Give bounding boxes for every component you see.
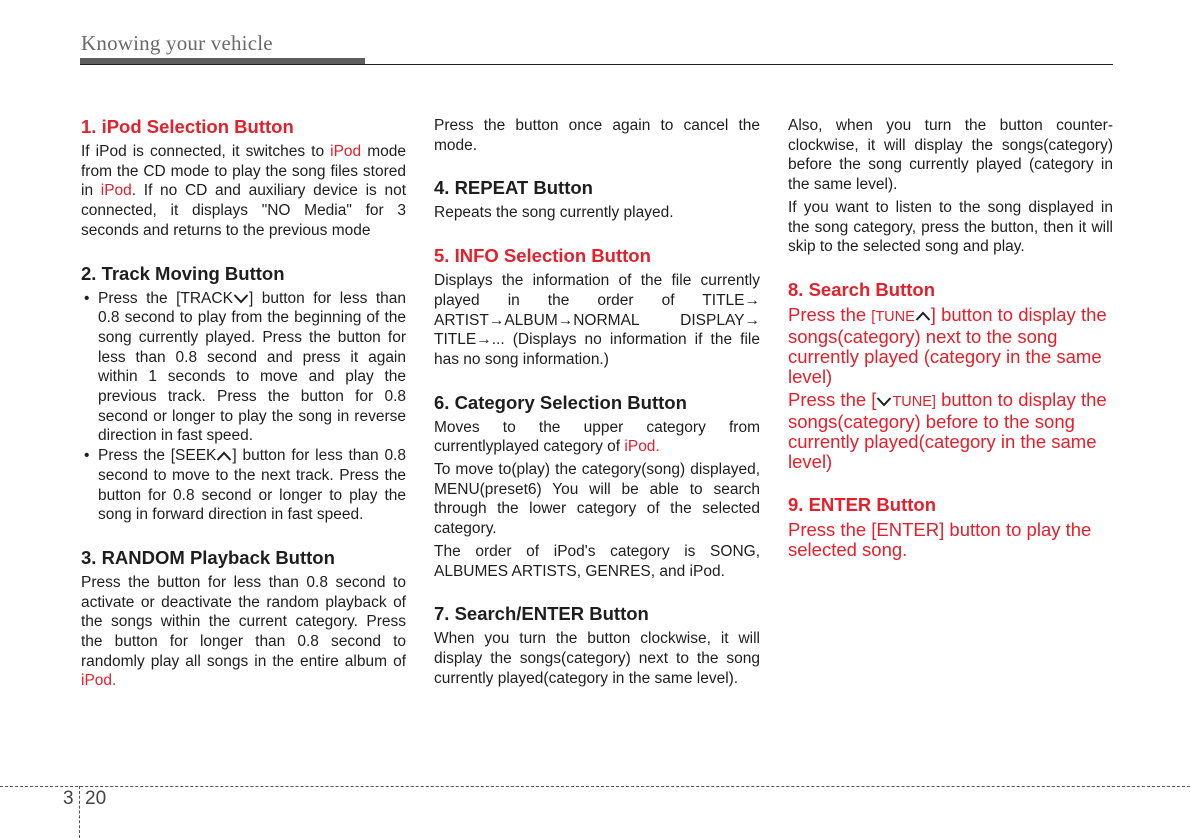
enter-text-block [788, 520, 1113, 560]
text-run: . If no CD and auxiliary device is not connected, it displays "NO Media" for 3 seconds and returns to the previous mode [81, 182, 406, 239]
chevron-down-icon [233, 293, 249, 304]
chapter-number: 3 [63, 788, 74, 809]
text-run: . [655, 438, 660, 456]
column-2 [434, 116, 760, 688]
text-run: ] button for less than 0.8 second to play from the beginning of the song currently played. Press the button for less than 0.8 second and press it again within 1 seconds to move and play the previous track. Press the button for 0.8 second or longer to play the song in reverse direction in fast speed. [98, 289, 406, 445]
search-enter-continued-1: Also, when you turn the button counter-clockwise, it will display the songs(category) before the song currently played (category in the same level). [788, 117, 1113, 194]
chevron-down-icon [876, 396, 892, 407]
text-run: If iPod is connected, it switches to [81, 143, 331, 160]
random-continued-text: Press the button once again to cancel the mode. [434, 117, 760, 154]
ipod-term: iPod [330, 143, 362, 160]
category-text-2: To move to(play) the category(song) displayed, MENU(preset6) You will be able to search through the lower category of the selected category. [434, 461, 760, 538]
tune-label: [TUNE [871, 308, 915, 325]
text-run: button to display the songs(category) before to the song currently played(category in the same level) [788, 388, 1107, 472]
heading-random-playback: 3. RANDOM Playback Button [81, 546, 335, 568]
header-rule [80, 64, 1113, 65]
text-run: Press the [SEEK [98, 447, 217, 465]
text-run: Press the [ [788, 388, 877, 410]
heading-track-moving: 2. Track Moving Button [81, 262, 285, 284]
section-title: Knowing your vehicle [81, 31, 273, 55]
chevron-up-icon [216, 451, 232, 462]
heading-search: 8. Search Button [788, 278, 935, 300]
bullet-track [81, 289, 406, 447]
footer-rule [0, 786, 1190, 787]
tune-label: TUNE] [892, 393, 936, 410]
info-selection-text: Displays the information of the file currently played in the order of TITLE→ ARTIST→ALBUM→NORMAL DISPLAY→ TITLE→... (Displays no information if the file has no song information.) [434, 272, 760, 368]
repeat-text: Repeats the song currently played. [434, 204, 674, 222]
column-1 [81, 116, 406, 691]
search-text-1 [788, 305, 1113, 387]
text-run: Press the [TRACK [98, 289, 233, 307]
text-run: Press the [788, 303, 872, 325]
heading-ipod-selection: 1. iPod Selection Button [81, 116, 294, 137]
heading-info-selection: 5. INFO Selection Button [434, 245, 651, 267]
text-run: Moves to the upper category from currentlyplayed category of [434, 418, 760, 456]
ipod-selection-text [81, 142, 406, 241]
bullet-seek [81, 446, 406, 525]
heading-enter: 9. ENTER Button [788, 493, 936, 515]
text-run: . [112, 672, 117, 690]
heading-repeat: 4. REPEAT Button [434, 177, 593, 199]
heading-category-selection: 6. Category Selection Button [434, 391, 687, 413]
ipod-term: iPod [100, 182, 132, 200]
chevron-up-icon [915, 311, 931, 322]
text-run: mode from the CD mode to play the song files stored in [81, 143, 406, 200]
text-run: ] button for less than 0.8 second to move to the next track. Press the button for 0.8 second or longer to play the song in forward direction in fast speed. [98, 447, 406, 524]
page-number: 20 [85, 788, 107, 809]
random-playback-text [81, 573, 406, 691]
category-text-1 [434, 418, 760, 457]
text-run: Press the button for less than 0.8 second to activate or deactivate the random playback of the songs within the current category. Press the button for longer than 0.8 second to randomly play all songs in the entire album of [81, 573, 406, 670]
category-text-3: The order of iPod's category is SONG, ALBUMES ARTISTS, GENRES, and iPod. [434, 542, 760, 580]
search-enter-text: When you turn the button clockwise, it will display the songs(category) next to the song currently played(category in the same level). [434, 630, 760, 687]
heading-search-enter: 7. Search/ENTER Button [434, 603, 649, 625]
text-run: ] button to display the songs(category) next to the song currently played (category in the same level) [788, 303, 1107, 387]
search-enter-continued-2: If you want to listen to the song displayed in the song category, press the button, then it will skip to the selected song and play. [788, 198, 1113, 256]
enter-text: Press the [ENTER] button to play the selected song. [788, 518, 1092, 560]
ipod-term: iPod [624, 438, 656, 456]
search-text-2 [788, 390, 1113, 472]
track-bullets [81, 289, 406, 525]
footer-separator [79, 786, 80, 838]
column-3 [788, 116, 1113, 560]
search-text-block [788, 305, 1113, 472]
ipod-term: iPod [81, 672, 113, 690]
